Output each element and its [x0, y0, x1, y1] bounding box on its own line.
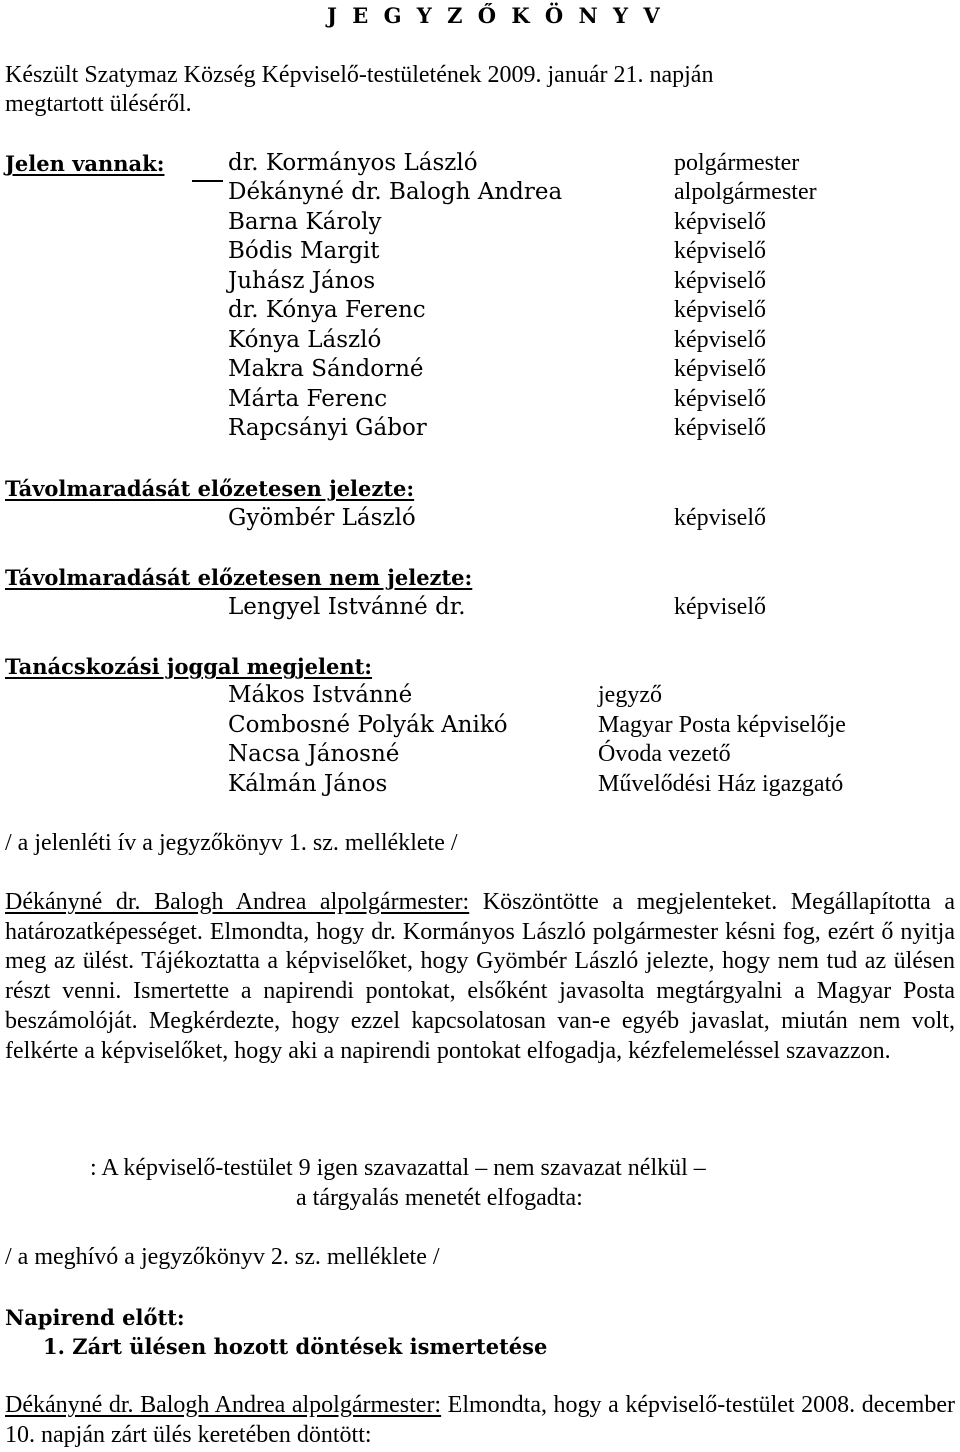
present-role: képviselő: [674, 297, 766, 323]
present-name: Barna Károly: [228, 209, 382, 235]
present-role: képviselő: [674, 415, 766, 441]
present-role: alpolgármester: [674, 179, 817, 205]
absent-notified-role: képviselő: [674, 505, 766, 531]
advisory-name: Kálmán János: [228, 771, 388, 797]
paragraph-closed-session: [5, 1391, 955, 1450]
intro-line-2: megtartott üléséről.: [5, 91, 192, 117]
agenda-label: Napirend előtt:: [5, 1305, 185, 1330]
intro-line-1: Készült Szatymaz Község Képviselő-testületének 2009. január 21. napján: [5, 62, 714, 88]
present-role: képviselő: [674, 327, 766, 353]
present-role: képviselő: [674, 238, 766, 264]
present-role: képviselő: [674, 268, 766, 294]
advisory-role: Művelődési Ház igazgató: [598, 771, 844, 797]
present-label: Jelen vannak:: [5, 151, 165, 176]
present-role: polgármester: [674, 150, 800, 176]
paragraph-closed-session-speaker: Dékányné dr. Balogh Andrea alpolgármester:: [5, 1392, 442, 1418]
present-name: Márta Ferenc: [228, 386, 388, 412]
paragraph-opening: [5, 888, 955, 1066]
advisory-role: jegyző: [598, 682, 662, 708]
present-name: Juhász János: [228, 268, 376, 294]
absent-unnotified-name: Lengyel Istvánné dr.: [228, 594, 466, 620]
present-name: dr. Kormányos László: [228, 150, 478, 176]
advisory-role: Óvoda vezető: [598, 741, 731, 767]
present-label-underline: [192, 180, 223, 182]
paragraph-closed-session-text: Elmondta, hogy a képviselő-testület 2008. december 10. napján zárt ülés keretében döntött:: [5, 1392, 955, 1448]
absent-notified-name: Gyömbér László: [228, 505, 416, 531]
advisory-name: Combosné Polyák Anikó: [228, 712, 508, 738]
present-name: dr. Kónya Ferenc: [228, 297, 426, 323]
present-name: Dékányné dr. Balogh Andrea: [228, 179, 563, 205]
present-name: Makra Sándorné: [228, 356, 424, 382]
advisory-label: Tanácskozási joggal megjelent:: [5, 654, 373, 679]
vote-line-2: a tárgyalás menetét elfogadta:: [296, 1185, 583, 1211]
paragraph-opening-text: Köszöntötte a megjelenteket. Megállapította a határozatképességet. Elmondta, hogy dr. Kormányos László polgármester késni fog, ezért ő nyitja meg az ülést. Tájékoztatta a képviselőket, hogy Gyömbér László jelezte, hogy nem tud az ülésen részt venni. Ismertette a napirendi pontokat, elsőként javasolta megtárgyalni a Magyar Posta beszámolóját. Megkérdezte, hogy ezzel kapcsolatosan van-e egyéb javaslat, miután nem volt, felkérte a képviselőket, hogy aki a napirendi pontokat elfogadja, kézfelemeléssel szavazzon.: [5, 889, 955, 1064]
present-name: Rapcsányi Gábor: [228, 415, 427, 441]
invite-note: / a meghívó a jegyzőkönyv 2. sz. melléklete /: [5, 1244, 440, 1270]
advisory-role: Magyar Posta képviselője: [598, 712, 846, 738]
absent-unnotified-label: Távolmaradását előzetesen nem jelezte:: [5, 565, 473, 590]
absent-notified-label: Távolmaradását előzetesen jelezte:: [5, 476, 415, 501]
paragraph-opening-speaker: Dékányné dr. Balogh Andrea alpolgármester:: [5, 889, 470, 915]
advisory-name: Mákos Istvánné: [228, 682, 413, 708]
vote-line-1: : A képviselő-testület 9 igen szavazattal – nem szavazat nélkül –: [90, 1155, 706, 1181]
present-name: Bódis Margit: [228, 238, 380, 264]
document-title: J E G Y Z Ő K Ö N Y V: [327, 3, 664, 28]
present-role: képviselő: [674, 209, 766, 235]
absent-unnotified-role: képviselő: [674, 594, 766, 620]
present-role: képviselő: [674, 386, 766, 412]
attendance-note: / a jelenléti ív a jegyzőkönyv 1. sz. melléklete /: [5, 830, 458, 856]
present-name: Kónya László: [228, 327, 382, 353]
advisory-name: Nacsa Jánosné: [228, 741, 400, 767]
agenda-item-1: 1. Zárt ülésen hozott döntések ismertetése: [43, 1334, 548, 1359]
present-role: képviselő: [674, 356, 766, 382]
